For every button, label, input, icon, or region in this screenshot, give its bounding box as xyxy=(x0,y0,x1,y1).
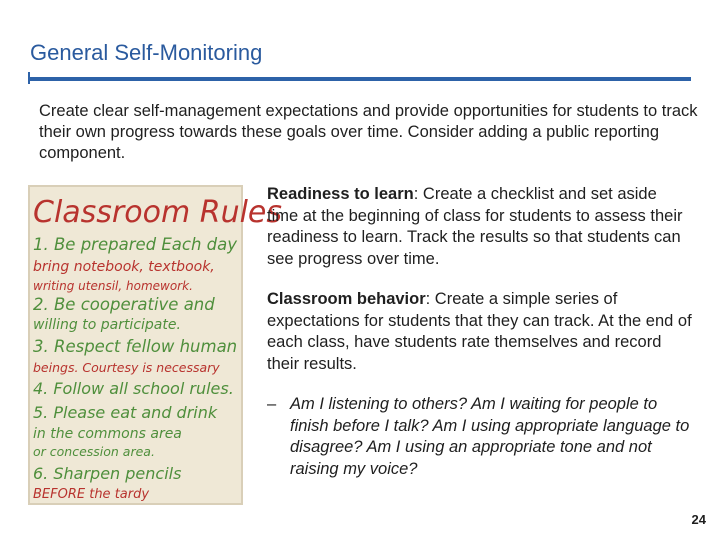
page-number: 24 xyxy=(691,512,706,527)
bullet-text: : Create a checklist and set aside time at the beginning of class for students to assess their readiness to learn. Track the results so that students can see progress over time. xyxy=(267,185,683,268)
sub-bullet-dash: – xyxy=(267,395,277,413)
poster-line: bring notebook, textbook, xyxy=(33,259,215,275)
poster-line: 2. Be cooperative and xyxy=(33,295,215,314)
sub-bullet-text: Am I listening to others? Am I waiting for people to finish before I talk? Am I using appropriate language to disagree? Am I using an appropriate tone and not raising my voice? xyxy=(290,395,690,478)
poster-line: 5. Please eat and drink xyxy=(33,403,218,422)
bullet-term: Classroom behavior xyxy=(267,290,426,308)
title-rule xyxy=(30,77,691,81)
poster-heading: Classroom Rules xyxy=(33,195,283,230)
classroom-rules-photo xyxy=(29,186,283,504)
poster-line: 4. Follow all school rules. xyxy=(33,379,234,398)
poster-line: in the commons area xyxy=(33,426,182,442)
bullet-term: Readiness to learn xyxy=(267,185,414,203)
poster-line: 6. Sharpen pencils xyxy=(33,464,182,483)
bullet-text: : Create a simple series of expectations for students that they can track. At the end of each class, have students rate themselves and record their results. xyxy=(267,290,692,373)
poster-line: BEFORE the tardy xyxy=(33,487,150,502)
poster-line: or concession area. xyxy=(33,444,155,459)
bullet-list xyxy=(267,184,692,394)
sub-bullet xyxy=(267,394,697,480)
intro-paragraph: Create clear self-management expectations and provide opportunities for students to track their own progress towards these goals over time. Consider adding a public reporting component. xyxy=(39,102,698,162)
poster-line: 1. Be prepared Each day xyxy=(33,235,238,254)
classroom-rules-poster xyxy=(29,186,283,504)
poster-line: writing utensil, homework. xyxy=(33,279,193,293)
bullet-readiness xyxy=(267,184,692,270)
bullet-behavior xyxy=(267,289,692,375)
poster-line: beings. Courtesy is necessary xyxy=(33,360,220,375)
poster-line: 3. Respect fellow human xyxy=(33,337,238,356)
poster-line: willing to participate. xyxy=(33,317,181,333)
slide-title: General Self-Monitoring xyxy=(30,40,263,65)
